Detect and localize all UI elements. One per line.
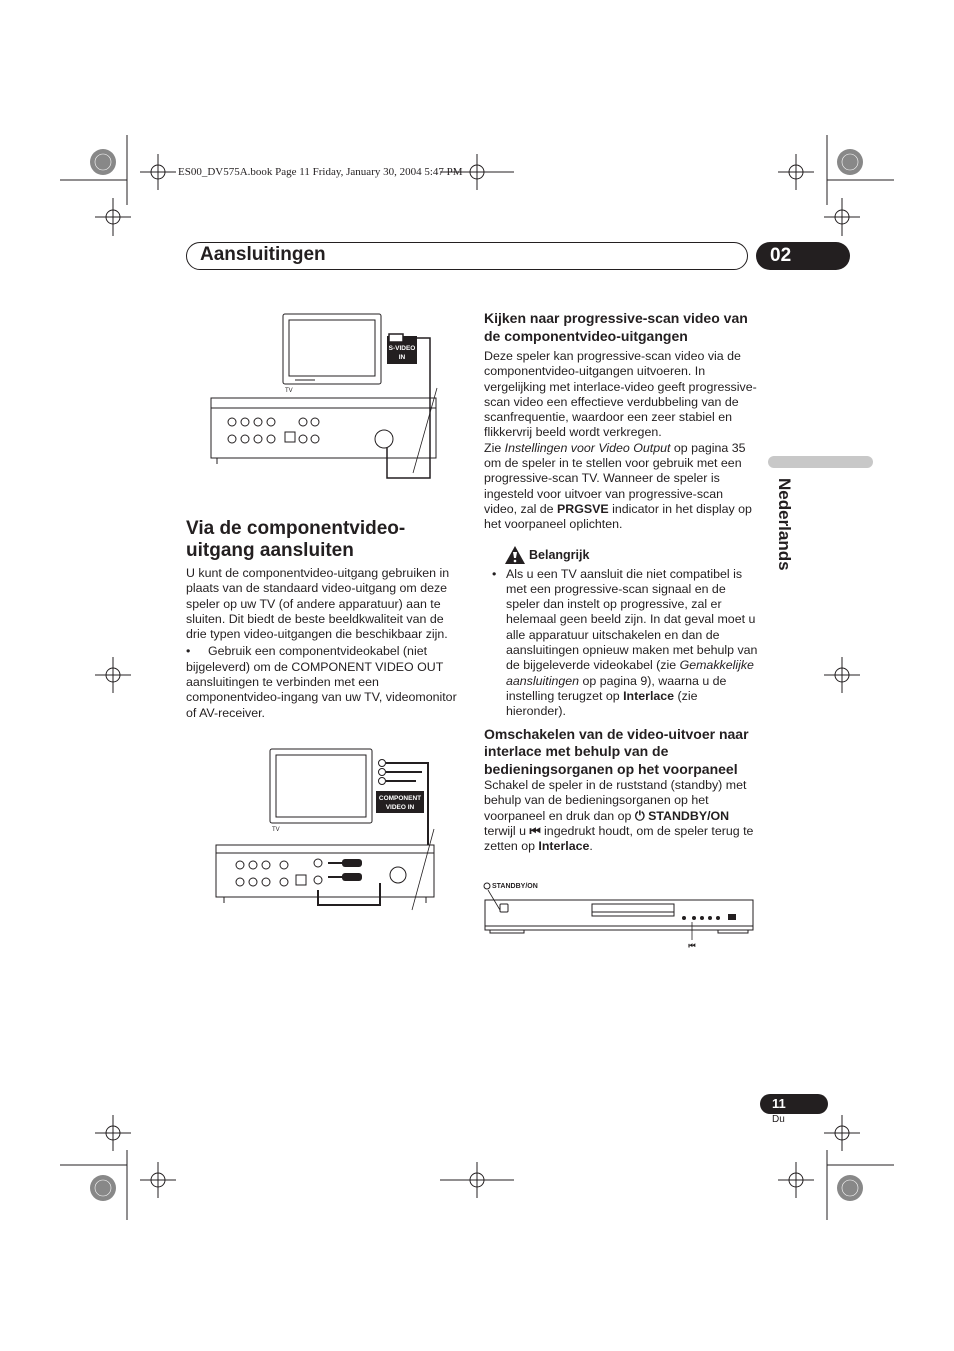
standby-label: STANDBY/ON [492, 883, 538, 890]
settings-paragraph [484, 441, 759, 533]
important-paragraph [484, 567, 759, 720]
important-text-a: Als u een TV aansluit die niet compatibel is met een progressive-scan signaal en de speler dan instelt op progressive, zal er helemaal geen beeld zijn. In dat geval moet u alle apparatuur uitschakelen en dan de aansluitingen opnieuw maken met behulp van de bijgeleverde videokabel (zie [506, 566, 758, 673]
important-text-b: op pagina 9), waarna u de instelling terugzet op [506, 673, 727, 703]
easy-connections-link: Gemakkelijke aansluitingen [506, 658, 754, 688]
settings-text-a: Zie [484, 440, 505, 455]
interlace-term-2: Interlace [538, 839, 590, 854]
page-language-code: Du [772, 1114, 785, 1125]
standby-on-term: STANDBY/ON [648, 808, 730, 823]
important-header [484, 547, 759, 567]
right-column-text [484, 349, 759, 855]
interlace-text-c: ingedrukt houdt, om de speler terug te zetten op [484, 823, 754, 854]
settings-text-b: op pagina 35 om de speler in te stellen voor gebruik met een progressive-scan TV. Wanneer de speler is ingesteld voor uitvoer van progressive-scan video, zal de [484, 440, 746, 516]
interlace-text-d: . [589, 839, 593, 854]
important-text-c: (zie hieronder). [506, 688, 698, 719]
tv-label-2: TV [272, 827, 280, 833]
language-tab-bar [768, 456, 873, 468]
settings-text-c: indicator in het display op het voorpaneel oplichten. [484, 501, 752, 532]
component-in-label: COMPONENT [378, 795, 422, 802]
section-title: Aansluitingen [200, 244, 326, 265]
intro-paragraph: U kunt de componentvideo-uitgang gebruiken in plaats van de standaard video-uitgang om deze speler op uw TV (of andere apparatuur) aan te sluiten. Dit biedt de beste beeldkwaliteit van de drie typen video-uitgangen die beschikbaar zijn. [186, 566, 450, 642]
settings-link: Instellingen voor Video Output [504, 440, 671, 455]
left-column-text [186, 566, 462, 721]
svideo-in-label: S-VIDEO [388, 345, 416, 352]
component-heading: Via de componentvideo-uitgang aansluiten [186, 518, 406, 561]
important-title: Belangrijk [529, 547, 590, 562]
standby-label-icon [484, 883, 490, 889]
interlace-term: Interlace [623, 688, 675, 703]
interlace-text-b: terwijl u [484, 823, 530, 838]
tv-label: TV [285, 388, 293, 394]
interlace-text-a: Schakel de speler in de ruststand (standby) met behulp van de bedieningsorganen op het voorpaneel en druk dan op [484, 778, 747, 823]
skip-back-icon: ⏮ [529, 823, 541, 838]
print-header: ES00_DV575A.book Page 11 Friday, January 30, 2004 5:47 PM [178, 166, 463, 178]
bullet-item [186, 644, 462, 720]
language-tab [764, 478, 804, 588]
interlace-heading: Omschakelen van de video-uitvoer naar interlace met behulp van de bedieningsorganen op het voorpaneel [484, 725, 749, 777]
chapter-number: 02 [756, 242, 850, 270]
warning-icon [504, 545, 526, 565]
prgsve-indicator: PRGSVE [557, 501, 609, 516]
front-panel-diagram [482, 878, 757, 950]
svideo-connection-diagram [205, 308, 450, 488]
component-in-label-2: VIDEO IN [385, 804, 415, 811]
progressive-paragraph: Deze speler kan progressive-scan video via de componentvideo-uitgangen uitvoeren. In vergelijking met interlace-video geeft progressive-scan video een effectieve verdubbeling van de scanfrequentie, waardoor een zeer stabiel en flikkervrij beeld wordt verkregen. [484, 349, 757, 440]
standby-power-icon: ⏻ [634, 808, 649, 823]
skip-back-label-icon: ⏮ [688, 941, 696, 950]
svideo-in-label-2: IN [398, 354, 406, 361]
progressive-heading: Kijken naar progressive-scan video van de componentvideo-uitgangen [484, 310, 748, 344]
interlace-paragraph [484, 778, 759, 854]
component-connection-diagram [210, 745, 450, 915]
important-bullet: • [492, 566, 497, 581]
bullet-text: Gebruik een componentvideokabel (niet bijgeleverd) om de COMPONENT VIDEO OUT aansluitingen te verbinden met een componentvideo-ingang van uw TV, videomonitor of AV-receiver. [186, 644, 457, 720]
language-label: Nederlands [775, 478, 794, 571]
bullet-marker: • [186, 644, 191, 659]
page-number: 11 [760, 1094, 828, 1114]
